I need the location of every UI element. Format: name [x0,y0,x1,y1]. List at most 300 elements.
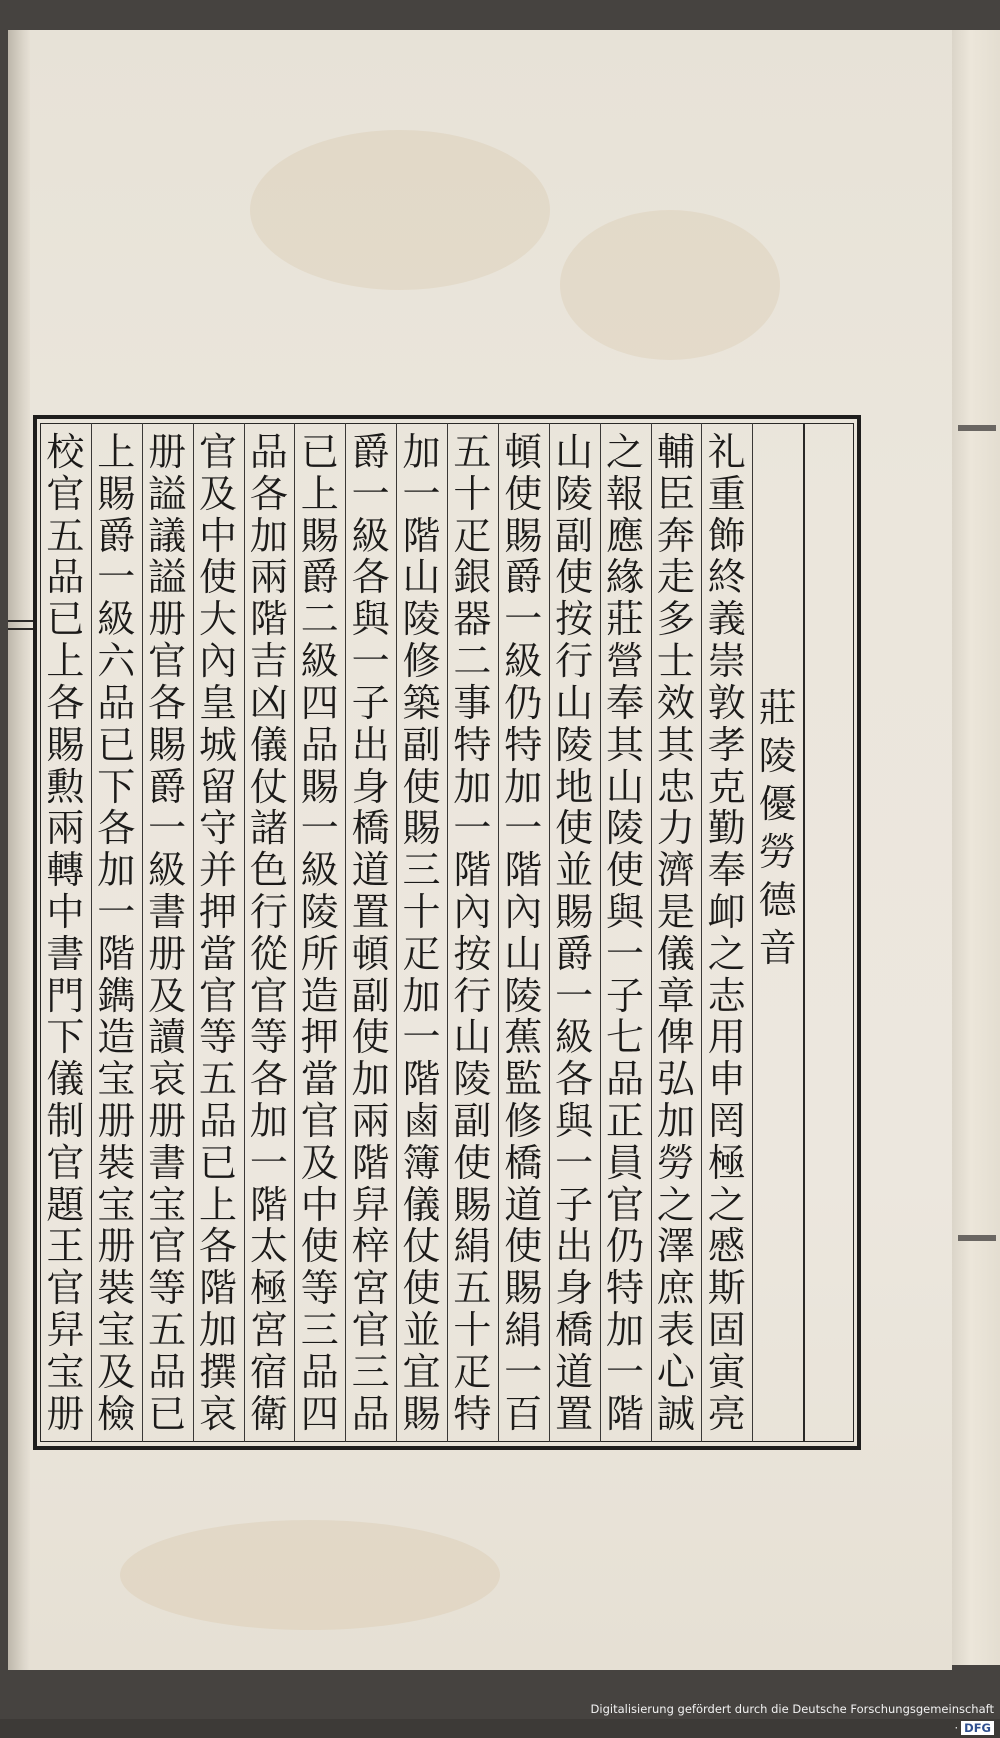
text-character: 其 [606,722,645,767]
text-character: 絹 [453,1224,492,1269]
text-character: 置 [351,889,390,934]
text-character: 儀 [656,931,695,976]
paper-stain [250,130,550,290]
text-character: 加 [504,764,543,809]
text-character: 賜 [148,722,187,767]
text-character: 弘 [656,1057,695,1102]
text-column-1 [699,430,755,1436]
text-character: 三 [402,848,441,893]
text-character: 與 [351,597,390,642]
text-character: 內 [199,639,238,684]
text-character: 五 [199,1057,238,1102]
text-character: 身 [555,1266,594,1311]
text-column-13 [88,430,144,1436]
text-character: 宿 [249,1349,288,1394]
text-character: 莊 [606,597,645,642]
text-character: 仗 [249,764,288,809]
text-character: 子 [351,680,390,725]
credit-text: Digitalisierung gefördert durch die Deutsche Forschungsgemeinschaft · [590,1702,994,1735]
text-character: 陵 [300,889,339,934]
text-character: 官 [199,430,238,474]
text-character: 三 [351,1349,390,1394]
text-character: 終 [707,555,746,600]
text-character: 勤 [707,806,746,851]
text-character: 押 [199,889,238,934]
text-character: 等 [300,1266,339,1311]
text-character: 行 [249,889,288,934]
text-character: 副 [402,722,441,767]
text-character: 賜 [300,513,339,558]
text-character: 與 [606,889,645,934]
text-character: 色 [249,848,288,893]
text-character: 賜 [300,764,339,809]
text-character: 諸 [249,806,288,851]
text-character: 階 [606,1391,645,1436]
text-character: 當 [199,931,238,976]
text-character: 特 [453,1391,492,1436]
text-character: 行 [555,639,594,684]
text-character: 上 [97,430,136,474]
text-character: 上 [46,639,85,684]
text-character: 等 [148,1266,187,1311]
text-character: 各 [555,1057,594,1102]
text-column-11 [190,430,246,1436]
text-character: 所 [300,931,339,976]
text-character: 賜 [402,1391,441,1436]
text-character: 級 [555,1015,594,1060]
text-character: 卹 [707,889,746,934]
text-character: 使 [351,1015,390,1060]
text-character: 正 [606,1099,645,1143]
text-character: 慼 [707,1224,746,1269]
text-character: 六 [97,639,136,684]
text-character: 一 [148,806,187,851]
text-character: 階 [249,597,288,642]
text-character: 賜 [453,1182,492,1227]
text-character: 官 [300,1099,339,1143]
text-column-10 [241,430,297,1436]
text-character: 一 [97,555,136,600]
text-character: 五 [46,513,85,558]
text-character: 各 [46,680,85,725]
text-character: 四 [300,1391,339,1436]
text-character: 橋 [555,1308,594,1353]
paper-stain [560,210,780,360]
text-character: 勞 [656,1140,695,1185]
text-character: 使 [402,764,441,809]
text-character: 罔 [707,1099,746,1143]
text-character: 舁 [351,1182,390,1227]
text-character: 三 [300,1308,339,1353]
text-character: 上 [199,1182,238,1227]
text-character: 級 [300,848,339,893]
text-character: 各 [148,680,187,725]
text-character: 特 [504,722,543,767]
text-character: 中 [300,1182,339,1227]
text-character: 固 [707,1308,746,1353]
text-character: 一 [504,1349,543,1394]
binding-thread [8,620,34,622]
text-character: 士 [656,639,695,684]
binding-thread [8,628,34,630]
text-character: 册 [148,931,187,976]
text-character: 各 [249,1057,288,1102]
text-character: 置 [555,1391,594,1436]
text-character: 重 [707,471,746,516]
text-character: 爵 [97,513,136,558]
text-character: 宮 [249,1308,288,1353]
text-character: 加 [656,1099,695,1143]
text-character: 檢 [97,1391,136,1436]
text-character: 及 [148,973,187,1018]
text-character: 極 [707,1140,746,1185]
text-character: 書 [148,889,187,934]
text-character: 使 [402,1266,441,1311]
text-character: 一 [504,597,543,642]
text-character: 并 [199,848,238,893]
text-character: 二 [453,639,492,684]
text-character: 使 [504,471,543,516]
text-character: 階 [97,931,136,976]
text-character: 品 [148,1349,187,1394]
text-character: 等 [249,1015,288,1060]
text-character: 之 [656,1182,695,1227]
text-character: 一 [555,1140,594,1185]
text-character: 庶 [656,1266,695,1311]
text-character: 敦 [707,680,746,725]
text-character: 一 [555,973,594,1018]
text-character: 使 [453,1140,492,1185]
text-character: 級 [351,513,390,558]
text-character: 仍 [606,1224,645,1269]
text-character: 疋 [402,931,441,976]
text-character: 門 [46,973,85,1018]
title-character: 優 [758,782,797,826]
text-character: 造 [300,973,339,1018]
text-character: 已 [199,1140,238,1185]
text-character: 與 [555,1099,594,1143]
text-character: 哀 [148,1057,187,1102]
text-column-8 [343,430,399,1436]
text-character: 下 [46,1015,85,1060]
text-character: 內 [453,889,492,934]
text-character: 頓 [504,430,543,474]
text-character: 當 [300,1057,339,1102]
text-character: 山 [555,680,594,725]
text-character: 山 [504,931,543,976]
text-character: 階 [402,1057,441,1102]
text-character: 等 [199,1015,238,1060]
text-character: 爵 [300,555,339,600]
text-character: 一 [300,806,339,851]
text-character: 加 [351,1057,390,1102]
text-character: 一 [97,889,136,934]
text-character: 階 [453,848,492,893]
text-character: 官 [351,1308,390,1353]
text-character: 表 [656,1308,695,1353]
text-character: 仍 [504,680,543,725]
text-character: 校 [46,430,85,474]
text-column-3 [597,430,653,1436]
title-character: 莊 [758,686,797,730]
text-character: 儀 [46,1057,85,1102]
text-column-5 [495,430,551,1436]
text-character: 官 [199,973,238,1018]
text-character: 加 [402,430,441,474]
text-character: 內 [504,889,543,934]
text-character: 品 [249,430,288,474]
text-character: 册 [148,597,187,642]
text-character: 忠 [656,764,695,809]
text-character: 五 [148,1308,187,1353]
text-character: 使 [555,555,594,600]
text-character: 加 [199,1308,238,1353]
text-character: 書 [148,1140,187,1185]
text-character: 爵 [351,430,390,474]
text-character: 用 [707,1015,746,1060]
text-character: 各 [97,806,136,851]
text-character: 宝 [148,1182,187,1227]
text-character: 階 [199,1266,238,1311]
text-character: 副 [453,1099,492,1143]
text-character: 官 [148,639,187,684]
text-character: 橋 [351,806,390,851]
text-character: 濟 [656,848,695,893]
text-column-12 [139,430,195,1436]
text-character: 寅 [707,1349,746,1394]
text-character: 按 [555,597,594,642]
text-character: 勲 [46,764,85,809]
text-character: 山 [555,430,594,474]
text-character: 造 [97,1015,136,1060]
text-character: 使 [606,848,645,893]
text-character: 按 [453,931,492,976]
text-character: 誠 [656,1391,695,1436]
text-character: 階 [249,1182,288,1227]
text-character: 山 [606,764,645,809]
text-column-14 [37,430,93,1436]
text-character: 階 [402,513,441,558]
title-character: 音 [758,926,797,970]
text-character: 已 [148,1391,187,1436]
text-character: 官 [249,973,288,1018]
text-character: 緣 [606,555,645,600]
text-character: 加 [249,1099,288,1143]
text-character: 使 [199,555,238,600]
text-character: 從 [249,931,288,976]
text-character: 品 [606,1057,645,1102]
document-title [750,686,806,970]
text-character: 讀 [148,1015,187,1060]
text-character: 亮 [707,1391,746,1436]
text-character: 輔 [656,430,695,474]
text-character: 一 [402,1015,441,1060]
text-character: 留 [199,764,238,809]
dfg-logo: DFG [961,1721,994,1735]
text-character: 爵 [504,555,543,600]
text-character: 撰 [199,1349,238,1394]
text-character: 道 [504,1182,543,1227]
digitization-credit [590,1700,1000,1735]
text-character: 陵 [606,806,645,851]
text-character: 已 [97,722,136,767]
text-character: 報 [606,471,645,516]
text-character: 特 [606,1266,645,1311]
text-character: 儀 [249,722,288,767]
text-character: 監 [504,1057,543,1102]
text-character: 品 [300,1349,339,1394]
text-character: 山 [453,1015,492,1060]
text-character: 極 [249,1266,288,1311]
text-character: 轉 [46,848,85,893]
text-character: 及 [300,1140,339,1185]
text-character: 鐫 [97,973,136,1018]
text-character: 道 [555,1349,594,1394]
text-character: 出 [351,722,390,767]
text-character: 俾 [656,1015,695,1060]
text-character: 一 [453,806,492,851]
text-character: 册 [148,430,187,474]
text-character: 效 [656,680,695,725]
text-character: 山 [402,555,441,600]
paper-stain [120,1520,500,1630]
text-character: 特 [453,722,492,767]
text-character: 礼 [707,430,746,474]
text-character: 營 [606,639,645,684]
text-character: 皇 [199,680,238,725]
text-character: 中 [46,889,85,934]
text-character: 築 [402,680,441,725]
text-character: 陵 [555,722,594,767]
text-character: 級 [148,848,187,893]
text-character: 二 [300,597,339,642]
text-character: 力 [656,806,695,851]
text-character: 蕉 [504,1015,543,1060]
text-character: 地 [555,764,594,809]
title-character: 陵 [758,734,797,778]
text-character: 銀 [453,555,492,600]
adjacent-page-rule [958,1235,996,1241]
text-character: 應 [606,513,645,558]
text-character: 奔 [656,513,695,558]
text-character: 身 [351,764,390,809]
text-character: 事 [453,680,492,725]
text-character: 器 [453,597,492,642]
text-character: 奉 [606,680,645,725]
text-character: 守 [199,806,238,851]
text-character: 一 [606,1349,645,1394]
text-character: 宝 [46,1349,85,1394]
text-character: 奉 [707,848,746,893]
text-column-2 [648,430,704,1436]
text-character: 一 [351,471,390,516]
text-character: 儀 [402,1182,441,1227]
text-character: 並 [402,1308,441,1353]
text-character: 行 [453,973,492,1018]
text-character: 級 [300,639,339,684]
text-character: 品 [300,722,339,767]
text-character: 澤 [656,1224,695,1269]
text-character: 出 [555,1224,594,1269]
text-character: 宝 [97,1057,136,1102]
text-character: 品 [199,1099,238,1143]
text-character: 册 [148,1099,187,1143]
text-character: 書 [46,931,85,976]
text-character: 子 [555,1182,594,1227]
text-character: 陵 [504,973,543,1018]
text-character: 使 [300,1224,339,1269]
text-character: 百 [504,1391,543,1436]
text-character: 四 [300,680,339,725]
text-character: 臣 [656,471,695,516]
text-character: 崇 [707,639,746,684]
text-character: 一 [504,806,543,851]
text-character: 兩 [46,806,85,851]
text-character: 使 [555,806,594,851]
text-character: 册 [97,1224,136,1269]
text-character: 十 [453,1308,492,1353]
text-character: 其 [656,722,695,767]
text-character: 陵 [555,471,594,516]
text-character: 疋 [453,513,492,558]
text-character: 城 [199,722,238,767]
text-character: 賜 [97,471,136,516]
text-character: 官 [148,1224,187,1269]
text-character: 官 [46,471,85,516]
text-character: 十 [402,889,441,934]
text-character: 兩 [249,555,288,600]
text-character: 賜 [402,806,441,851]
text-column-4 [546,430,602,1436]
text-character: 簿 [402,1140,441,1185]
text-character: 五 [453,430,492,474]
text-character: 品 [97,680,136,725]
text-character: 梓 [351,1224,390,1269]
text-character: 副 [351,973,390,1018]
text-character: 五 [453,1266,492,1311]
text-character: 衛 [249,1391,288,1436]
text-character: 中 [199,513,238,558]
text-character: 之 [606,430,645,474]
text-character: 頓 [351,931,390,976]
text-character: 官 [46,1266,85,1311]
text-character: 修 [504,1099,543,1143]
text-character: 心 [656,1349,695,1394]
text-character: 已 [46,597,85,642]
text-character: 多 [656,597,695,642]
text-character: 凶 [249,680,288,725]
text-character: 上 [300,471,339,516]
text-character: 舁 [46,1308,85,1353]
text-character: 賜 [504,513,543,558]
text-character: 使 [504,1224,543,1269]
text-character: 官 [46,1140,85,1185]
text-column-9 [292,430,348,1436]
text-character: 賜 [504,1266,543,1311]
text-character: 宝 [97,1308,136,1353]
text-character: 哀 [199,1391,238,1436]
text-character: 十 [453,471,492,516]
text-character: 一 [402,471,441,516]
text-character: 申 [707,1057,746,1102]
text-character: 宝 [97,1182,136,1227]
text-character: 加 [453,764,492,809]
text-column-6 [444,430,500,1436]
text-character: 謚 [148,555,187,600]
text-character: 員 [606,1140,645,1185]
text-character: 一 [606,931,645,976]
text-character: 王 [46,1224,85,1269]
